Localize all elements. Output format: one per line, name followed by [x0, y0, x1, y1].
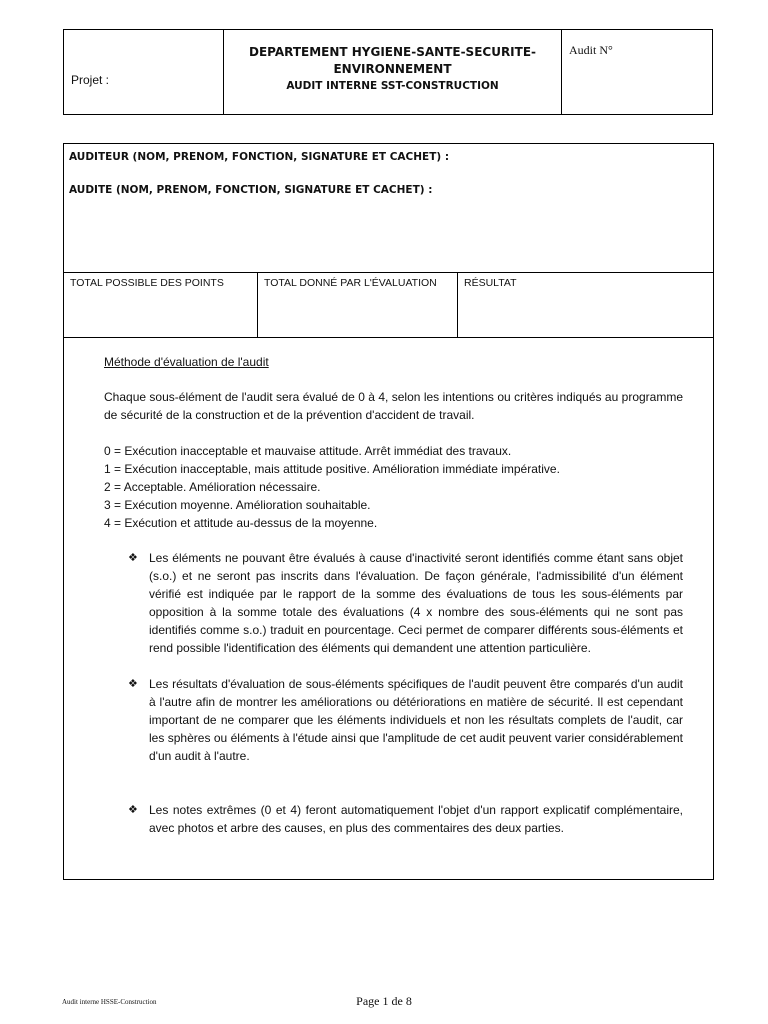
bullet-text: Les résultats d'évaluation de sous-éléments spécifiques de l'audit peuvent être comparés d'un audit à l'autre afin de montrer les améliorations ou détériorations en matière de sécurité. Il est cependant important de ne comparer que les éléments individuels et non les résultats complets de l'audit, car les sphères ou éléments à l'étude ainsi que l'amplitude de cet audit peuvent varier considérablement d'un audit à l'autre. [149, 677, 683, 763]
bullet-list [104, 549, 683, 837]
bullet-text: Les notes extrêmes (0 et 4) feront automatiquement l'objet d'un rapport explicatif complémentaire, avec photos et arbre des causes, en plus des commentaires des deux parties. [149, 803, 683, 835]
footer-document-name: Audit interne HSSE-Construction [62, 998, 157, 1006]
method-intro: Chaque sous-élément de l'audit sera évalué de 0 à 4, selon les intentions ou critères indiqués au programme de sécurité de la construction et de la prévention d'accident de travail. [104, 390, 683, 422]
audit-number-label: Audit N° [569, 43, 613, 57]
projet-cell [64, 30, 224, 114]
score-table [64, 272, 713, 338]
scale-item-2: 2 = Acceptable. Amélioration nécessaire. [104, 480, 321, 494]
diamond-bullet-icon: ❖ [128, 677, 138, 690]
method-section [104, 353, 683, 837]
title-cell [224, 30, 562, 114]
bullet-item [128, 675, 683, 765]
auditeur-label: AUDITEUR (NOM, PRENOM, FONCTION, SIGNATURE ET CACHET) : [69, 151, 450, 163]
scale-item-1: 1 = Exécution inacceptable, mais attitude positive. Amélioration immédiate impérative. [104, 462, 560, 476]
diamond-bullet-icon: ❖ [128, 551, 138, 564]
page-number: Page 1 de 8 [356, 994, 412, 1008]
audit-number-cell [562, 30, 712, 114]
document-subtitle: AUDIT INTERNE SST-CONSTRUCTION [286, 80, 499, 92]
total-given-cell: TOTAL DONNÉ PAR L'ÉVALUATION [258, 273, 458, 337]
bullet-text: Les éléments ne pouvant être évalués à cause d'inactivité seront identifiés comme étant sans objet (s.o.) et ne seront pas inscrits dans l'évaluation. De façon générale, l'admissibilité d'un élément vérifié est indiquée par le rapport de la somme des évaluations de tous les sous-éléments par opposition à la somme totale des évaluations (4 x nombre des sous-éléments qui ne sont pas identifiés comme s.o.) traduit en pourcentage. Ceci permet de comparer différents sous-éléments et rend possible l'identification des éléments qui demandent une attention particulière. [149, 551, 683, 655]
department-title-line1: DEPARTEMENT HYGIENE-SANTE-SECURITE- [248, 45, 537, 59]
scale-item-4: 4 = Exécution et attitude au-dessus de la moyenne. [104, 516, 378, 530]
scale-list [104, 442, 683, 532]
total-possible-cell: TOTAL POSSIBLE DES POINTS [64, 273, 258, 337]
method-title: Méthode d'évaluation de l'audit [104, 355, 269, 369]
audite-label: AUDITE (NOM, PRENOM, FONCTION, SIGNATURE ET CACHET) : [69, 184, 433, 196]
bullet-item [128, 549, 683, 657]
scale-item-3: 3 = Exécution moyenne. Amélioration souhaitable. [104, 498, 371, 512]
projet-label: Projet : [71, 73, 110, 87]
result-cell: RÉSULTAT [464, 277, 517, 289]
audit-main-box [63, 143, 714, 880]
header-table [63, 29, 713, 115]
diamond-bullet-icon: ❖ [128, 803, 138, 816]
bullet-item [128, 801, 683, 837]
department-title-line2: ENVIRONNEMENT [333, 62, 452, 76]
scale-item-0: 0 = Exécution inacceptable et mauvaise attitude. Arrêt immédiat des travaux. [104, 444, 512, 458]
